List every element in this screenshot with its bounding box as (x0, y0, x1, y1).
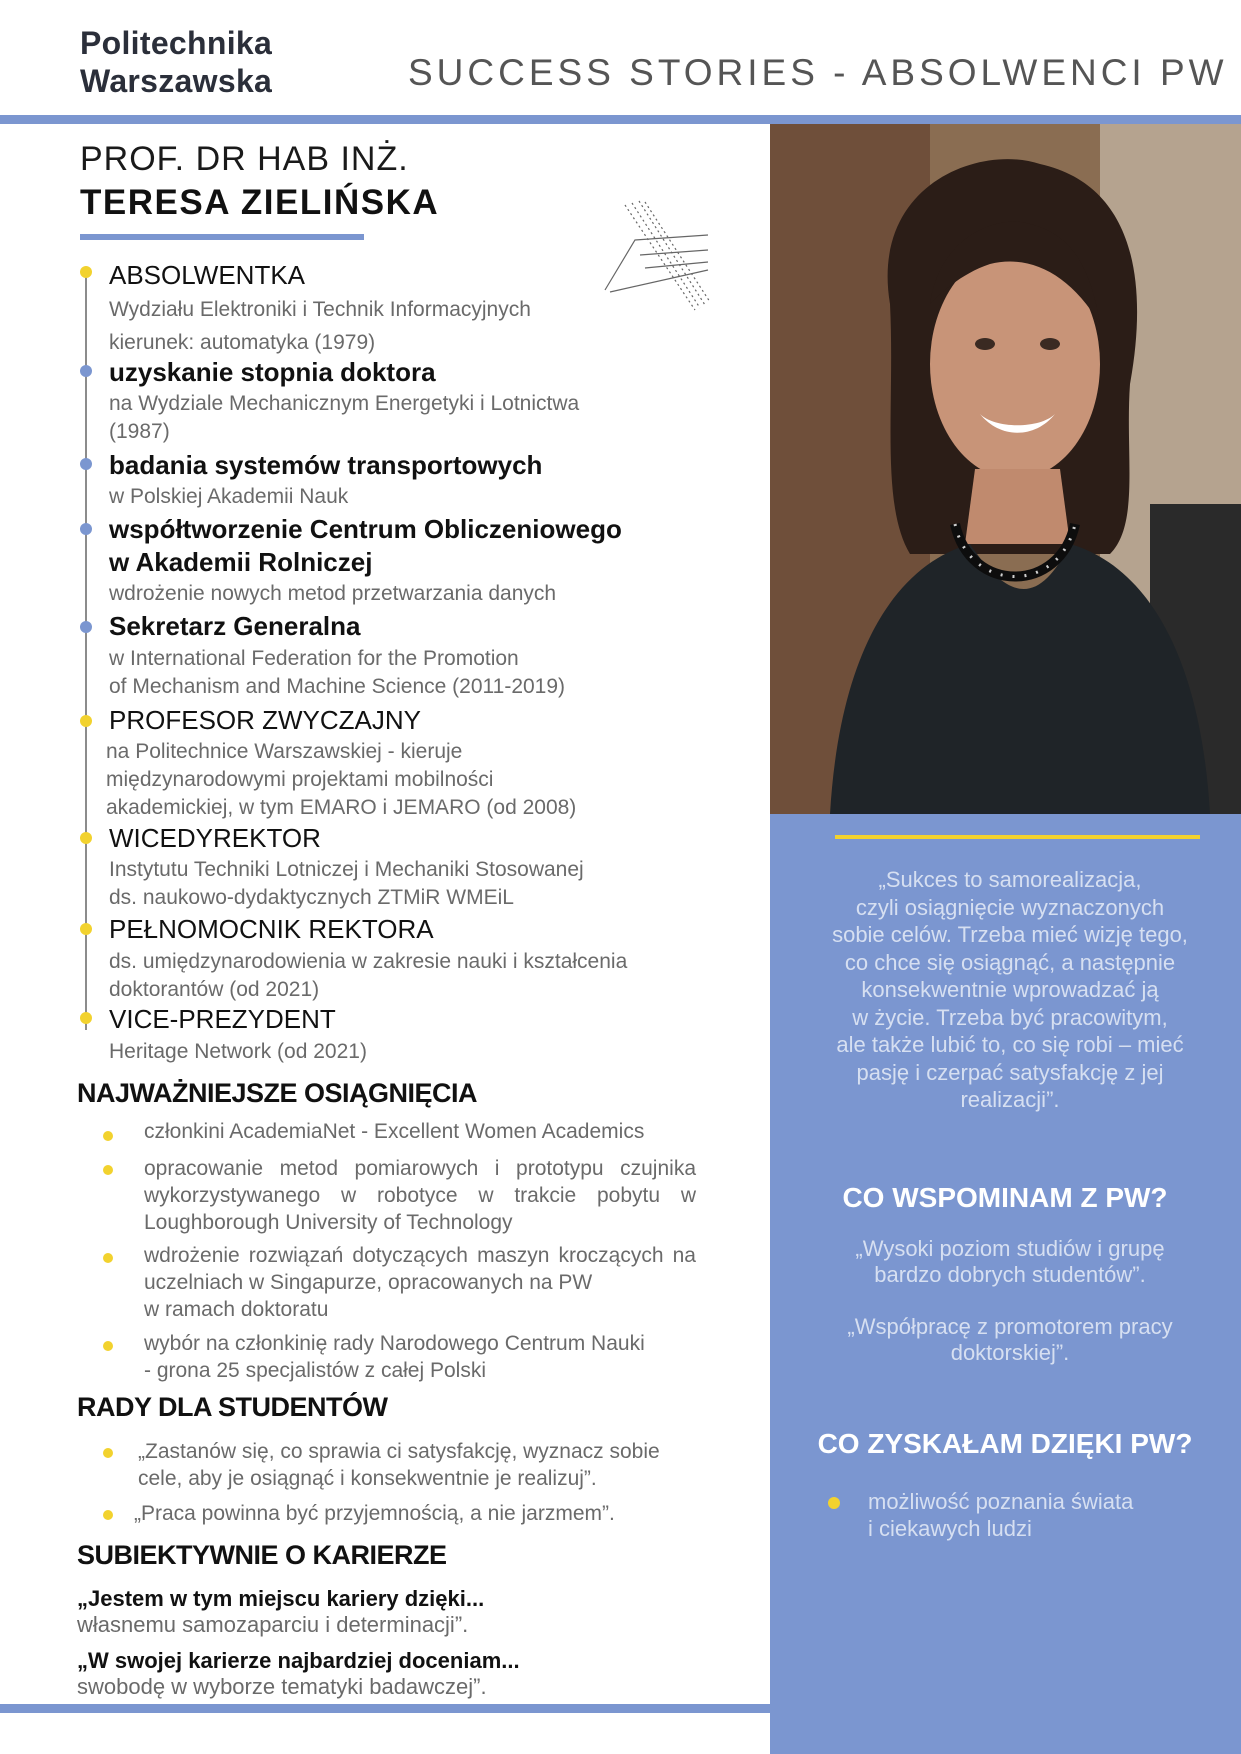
logo-line-1: Politechnika (80, 25, 273, 61)
timeline-description: ds. umiędzynarodowienia w zakresie nauki i kształcenia doktorantów (od 2021) (109, 950, 628, 1001)
timeline-dot (80, 1012, 92, 1024)
timeline-heading: WICEDYREKTOR (109, 823, 321, 853)
bullet-dot (103, 1131, 113, 1141)
bullet-dot (103, 1341, 113, 1351)
success-quote: „Sukces to samorealizacja, czyli osiągnięcie wyznaczonych sobie celów. Trzeba mieć wizję tego, co chce się osiągnąć, a następnie konsekwentnie wprowadzać ją w życie. Trzeba być pracowitym, ale także lubić to, co się robi – mieć pasję i czerpać satysfakcję z jej realizacji”. (832, 867, 1188, 1112)
timeline-dot (80, 832, 92, 844)
career-heading: SUBIEKTYWNIE O KARIERZE (77, 1540, 447, 1570)
panel-accent-line (835, 835, 1200, 839)
timeline-heading: współtworzenie Centrum Obliczeniowego (109, 514, 622, 544)
career-quote-lead: „Jestem w tym miejscu kariery dzięki... (77, 1586, 485, 1611)
advice-item: „Zastanów się, co sprawia ci satysfakcję, wyznacz sobie cele, aby je osiągnąć i konsekwentnie je realizuj”. (138, 1440, 660, 1490)
achievement-item: członkini AcademiaNet - Excellent Women Academics (144, 1120, 645, 1143)
gained-item: możliwość poznania świata i ciekawych ludzi (868, 1489, 1134, 1541)
timeline-description: Heritage Network (od 2021) (109, 1040, 367, 1063)
university-logo (80, 24, 272, 100)
timeline-heading: badania systemów transportowych (109, 450, 543, 480)
bullet-dot (828, 1497, 840, 1509)
remember-quote: „Współpracę z promotorem pracy doktorskiej”. (847, 1314, 1173, 1365)
timeline-heading: uzyskanie stopnia doktora (109, 357, 436, 387)
top-divider-bar (0, 115, 1241, 124)
advice-heading: RADY DLA STUDENTÓW (77, 1392, 388, 1422)
remember-quote: „Wysoki poziom studiów i grupę bardzo dobrych studentów”. (855, 1236, 1165, 1287)
bullet-dot (103, 1448, 113, 1458)
timeline-line (85, 272, 87, 1030)
timeline-heading: PROFESOR ZWYCZAJNY (109, 705, 422, 735)
academic-title: PROF. DR HAB INŻ. (80, 140, 409, 178)
timeline-dot (80, 458, 92, 470)
portrait-illustration (770, 124, 1241, 814)
career-quote-text: swobodę w wyborze tematyki badawczej”. (77, 1674, 487, 1699)
timeline-heading: ABSOLWENTKA (109, 260, 306, 290)
bullet-dot (103, 1165, 113, 1175)
timeline-description: na Politechnice Warszawskiej - kieruje międzynarodowymi projektami mobilności akademickiej, w tym EMARO i JEMARO (od 2008) (106, 740, 577, 819)
decorative-lines-icon (600, 200, 725, 325)
timeline-dot (80, 923, 92, 935)
bullet-dot (103, 1510, 113, 1520)
career-quote-lead: „W swojej karierze najbardziej doceniam... (77, 1648, 520, 1673)
timeline-description: Wydziału Elektroniki i Technik Informacyjnych kierunek: automatyka (1979) (109, 298, 531, 354)
achievement-item: wybór na członkinię rady Narodowego Centrum Nauki - grona 25 specjalistów z całej Polski (144, 1332, 645, 1382)
bottom-divider-bar (0, 1704, 770, 1713)
timeline-dot (80, 715, 92, 727)
advice-item: „Praca powinna być przyjemnością, a nie jarzmem”. (134, 1502, 615, 1525)
timeline-heading: VICE-PREZYDENT (109, 1004, 336, 1034)
timeline-dot (80, 365, 92, 377)
timeline-dot (80, 621, 92, 633)
timeline-description: Instytutu Techniki Lotniczej i Mechaniki Stosowanej ds. naukowo-dydaktycznych ZTMiR WMEiL (109, 858, 584, 909)
timeline-description: wdrożenie nowych metod przetwarzania danych (109, 582, 557, 605)
timeline-heading: PEŁNOMOCNIK REKTORA (109, 914, 434, 944)
achievement-item: opracowanie metod pomiarowych i prototypu czujnika wykorzystywanego w robotyce w trakcie pobytu w Loughborough University of Technology (144, 1157, 696, 1234)
timeline-description: na Wydziale Mechanicznym Energetyki i Lotnictwa (1987) (109, 392, 580, 443)
career-quote-text: własnemu samozaparciu i determinacji”. (77, 1612, 469, 1637)
timeline-dot (80, 523, 92, 535)
page-header-title: SUCCESS STORIES - ABSOLWENCI PW (408, 52, 1228, 93)
timeline-heading: Sekretarz Generalna (109, 611, 361, 641)
name-underline (80, 234, 364, 240)
timeline-heading-continued: w Akademii Rolniczej (109, 547, 373, 577)
timeline-dot (80, 266, 92, 278)
logo-line-2: Warszawska (80, 63, 273, 99)
bullet-dot (103, 1253, 113, 1263)
timeline-description: w Polskiej Akademii Nauk (109, 485, 349, 508)
achievements-heading: NAJWAŻNIEJSZE OSIĄGNIĘCIA (77, 1078, 478, 1108)
remember-heading: CO WSPOMINAM Z PW? (842, 1182, 1168, 1213)
achievement-item: wdrożenie rozwiązań dotyczących maszyn kroczących na uczelniach w Singapurze, opracowanych na PW w ramach doktoratu (144, 1244, 696, 1321)
person-name: TERESA ZIELIŃSKA (80, 183, 440, 222)
timeline-description: w International Federation for the Promotion of Mechanism and Machine Science (2011-2019) (109, 647, 566, 698)
portrait-photo (770, 124, 1241, 814)
gained-heading: CO ZYSKAŁAM DZIĘKI PW? (817, 1428, 1193, 1459)
